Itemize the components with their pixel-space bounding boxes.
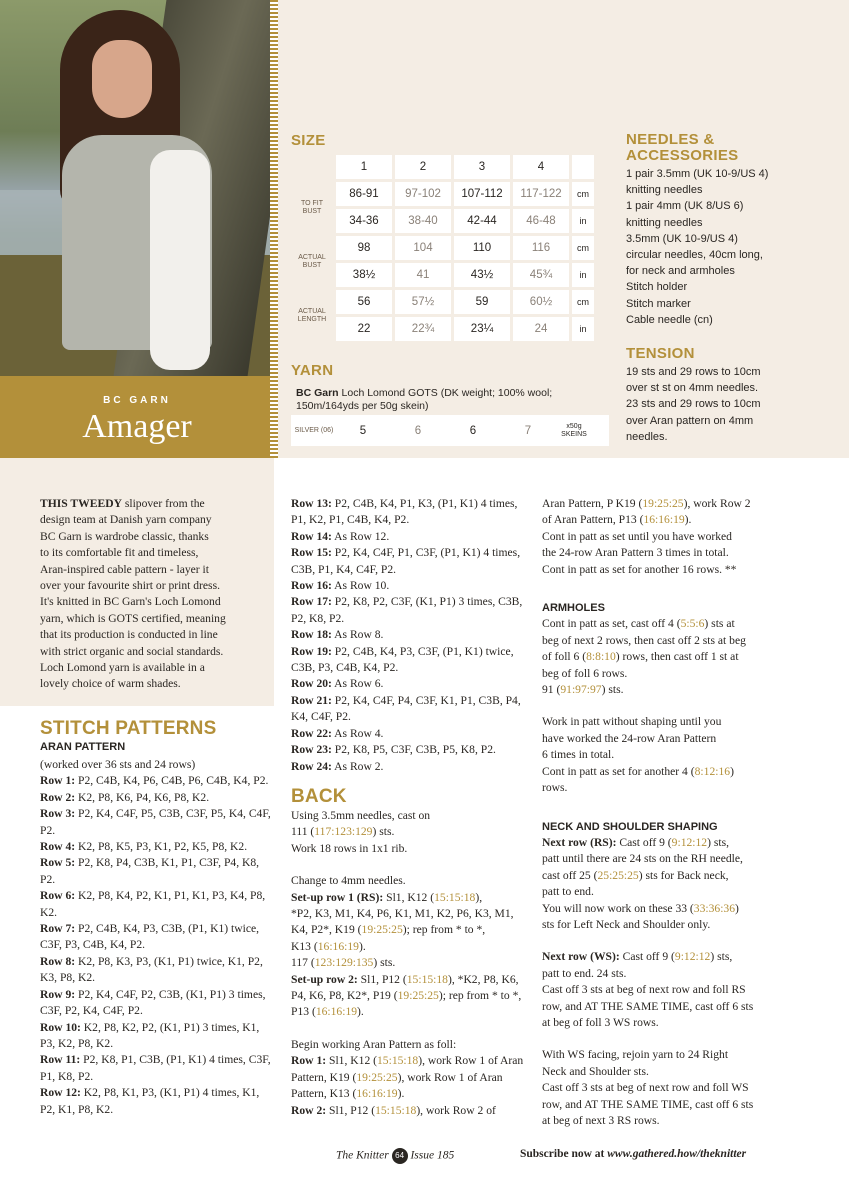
t: row, and AT THE SAME TIME, cast off 6 sts xyxy=(542,999,754,1013)
t: 16:16:19 xyxy=(315,1005,358,1019)
t: 33:36:36 xyxy=(693,901,736,915)
pattern-row xyxy=(291,726,523,742)
t: Row 2: xyxy=(291,1103,327,1117)
row-text: K2, P8, K6, P4, K6, P8, K2. xyxy=(75,790,210,804)
cell: 60½ xyxy=(513,290,569,314)
t: 19:25:25 xyxy=(356,1070,398,1084)
needle-item: 1 pair 3.5mm (UK 10-9/US 4) xyxy=(626,168,769,180)
yarn-amount: 6 xyxy=(392,419,444,443)
cell: 116 xyxy=(513,236,569,260)
t: Cont in patt as set until you have worked xyxy=(542,529,732,543)
back-line xyxy=(291,1103,525,1119)
row-text: P2, K8, P1, C3B, (P1, K1) 4 times, C3F, P1, K8, P2. xyxy=(40,1053,271,1083)
brand-label: BC GARN xyxy=(103,395,171,406)
pattern-row xyxy=(291,627,523,643)
yarn-box xyxy=(291,385,609,446)
back-line xyxy=(291,1053,525,1102)
cell: 98 xyxy=(336,236,392,260)
subscribe-text: Subscribe now at xyxy=(520,1148,608,1160)
size-table-wrap xyxy=(288,152,597,344)
t: 15:15:18 xyxy=(375,1103,417,1117)
cell: 107-112 xyxy=(454,182,510,206)
t: 117 ( xyxy=(291,956,315,970)
cell: 45¾ xyxy=(513,263,569,287)
pattern-row xyxy=(291,529,523,545)
row-key: Row 5: xyxy=(40,856,76,870)
cell: 41 xyxy=(395,263,451,287)
t: ), xyxy=(475,890,483,904)
cell: 97-102 xyxy=(395,182,451,206)
pattern-row xyxy=(40,790,276,806)
stitch-rows-1 xyxy=(40,757,276,1118)
row-text: As Row 6. xyxy=(331,677,384,691)
tension-heading: TENSION xyxy=(626,345,695,362)
cell: 24 xyxy=(513,317,569,341)
footer-subscribe xyxy=(520,1148,746,1160)
intro-line: that its production is conducted in line xyxy=(40,628,218,642)
t: at beg of next 3 RS rows. xyxy=(542,1114,660,1127)
pattern-row xyxy=(40,806,276,839)
intro-text xyxy=(40,496,270,693)
back-line: Using 3.5mm needles, cast on xyxy=(291,809,431,822)
t: beg of next 2 rows, then cast off 2 sts at beg xyxy=(542,633,746,647)
size-table xyxy=(288,152,597,344)
t: ), work Row 1 of Aran Pattern, K13 ( xyxy=(291,1070,503,1101)
cell: 86-91 xyxy=(336,182,392,206)
pattern-row xyxy=(291,676,523,692)
t: Cast off 9 ( xyxy=(616,835,672,849)
back-heading: BACK xyxy=(291,786,347,807)
pattern-row xyxy=(40,888,276,921)
pattern-row xyxy=(291,759,523,775)
t: Next row (WS): xyxy=(542,950,620,964)
pattern-row xyxy=(40,954,276,987)
pattern-row xyxy=(291,644,523,677)
row-text: P2, K8, P4, C3B, K1, P1, C3F, P4, K8, P2. xyxy=(40,856,260,886)
t: ) sts. xyxy=(372,825,395,839)
tension-line: 19 sts and 29 rows to 10cm xyxy=(626,366,761,378)
row-label: ACTUAL LENGTH xyxy=(297,307,327,323)
unit: cm xyxy=(572,182,594,206)
row-label: ACTUAL BUST xyxy=(298,253,326,269)
t: sts for Left Neck and Shoulder only. xyxy=(542,917,711,931)
pattern-row xyxy=(40,987,276,1020)
row-text: K2, P8, K1, P3, (K1, P1) 4 times, K1, P2, K1, P8, K2. xyxy=(40,1086,260,1116)
back-line: Change to 4mm needles. xyxy=(291,874,406,888)
t: Sl1, K12 ( xyxy=(326,1054,377,1068)
row-key: Row 21: xyxy=(291,693,332,707)
needles-heading: NEEDLES & ACCESSORIES xyxy=(626,131,739,164)
stitch-note: (worked over 36 sts and 24 rows) xyxy=(40,758,196,771)
row-key: Row 19: xyxy=(291,644,332,658)
size-heading: SIZE xyxy=(291,132,326,149)
yarn-heading: YARN xyxy=(291,362,334,379)
pattern-row xyxy=(40,1085,276,1118)
t: ) sts. xyxy=(601,683,624,697)
cell: 104 xyxy=(395,236,451,260)
row-key: Row 10: xyxy=(40,1020,81,1034)
back-line xyxy=(291,972,525,1021)
t: ). xyxy=(358,939,366,953)
row-key: Row 17: xyxy=(291,595,332,609)
row-key: Row 24: xyxy=(291,759,332,773)
t: ) xyxy=(730,764,734,778)
t: patt to end. 24 sts. xyxy=(542,966,627,980)
size-col-4: 4 xyxy=(513,155,569,179)
t: Cont in patt as set, cast off 4 ( xyxy=(542,617,681,631)
cell: 117-122 xyxy=(513,182,569,206)
t: 15:15:18 xyxy=(406,972,448,986)
t: 19:25:25 xyxy=(397,989,439,1003)
needle-item: Stitch marker xyxy=(626,297,691,310)
t: of foll 6 ( xyxy=(542,650,587,664)
t: 6 times in total. xyxy=(542,748,615,762)
intro-line: slipover from the xyxy=(121,497,205,510)
intro-line: Loch Lomond yarn is available in a xyxy=(40,661,205,675)
row-key: Row 7: xyxy=(40,922,76,936)
back-line: Work 18 rows in 1x1 rib. xyxy=(291,841,408,855)
pattern-row xyxy=(40,921,276,954)
row-key: Row 12: xyxy=(40,1086,81,1100)
needle-item: circular needles, 40cm long, xyxy=(626,249,763,262)
t: K13 ( xyxy=(291,939,318,953)
needle-item: for neck and armholes xyxy=(626,265,735,278)
size-col-2: 2 xyxy=(395,155,451,179)
yarn-amount: 7 xyxy=(502,419,554,443)
t: Set-up row 2: xyxy=(291,972,358,986)
t: ), work Row 1 of Aran Pattern, K19 ( xyxy=(291,1054,524,1084)
t: 16:16:19 xyxy=(317,939,359,953)
t: 117:123:129 xyxy=(314,825,373,839)
row-key: Row 6: xyxy=(40,889,76,903)
t: patt until there are 24 sts on the RH needle, xyxy=(542,852,743,866)
t: Next row (RS): xyxy=(542,835,617,849)
pattern-row xyxy=(40,839,276,855)
pattern-row xyxy=(40,773,276,789)
row-text: P2, C4B, K4, P6, C4B, P6, C4B, K4, P2. xyxy=(75,774,269,788)
row-text: As Row 2. xyxy=(331,759,384,773)
aran-heading: ARAN PATTERN xyxy=(40,741,126,753)
row-key: Row 2: xyxy=(40,790,76,804)
t: ), work Row 2 xyxy=(683,497,751,510)
row-key: Row 14: xyxy=(291,529,332,543)
t: the 24-row Aran Pattern 3 times in total. xyxy=(542,546,729,560)
row-text: P2, K4, C4F, P4, C3F, K1, P1, C3B, P4, K4, C4F, P2. xyxy=(291,693,521,724)
row-key: Row 3: xyxy=(40,807,76,821)
unit: cm xyxy=(572,290,594,314)
page-number: 64 xyxy=(392,1148,408,1164)
t: Aran Pattern, P K19 ( xyxy=(542,497,643,510)
intro-line: BC Garn is wardrobe classic, thanks xyxy=(40,529,209,543)
t: *P2, K3, M1, K4, P6, K1, M1, K2, P6, K3, M1, K4, P2*, K19 ( xyxy=(291,907,514,937)
row-text: As Row 4. xyxy=(331,726,384,740)
needles-list xyxy=(626,166,826,328)
tension-line: 23 sts and 29 rows to 10cm xyxy=(626,398,761,411)
t: 15:15:18 xyxy=(377,1054,419,1068)
t: 91:97:97 xyxy=(560,683,602,697)
t: ) sts, xyxy=(710,950,733,964)
yarn-amount: 5 xyxy=(337,419,389,443)
t: at beg of foll 3 WS rows. xyxy=(542,1015,659,1029)
row-text: As Row 10. xyxy=(331,579,390,593)
intro-line: design team at Danish yarn company xyxy=(40,513,212,527)
tension-line: over Aran pattern on 4mm xyxy=(626,414,754,427)
cell: 57½ xyxy=(395,290,451,314)
row-label: TO FIT BUST xyxy=(300,199,324,215)
t: ). xyxy=(397,1087,405,1101)
cell: 38½ xyxy=(336,263,392,287)
footer-magazine xyxy=(336,1148,454,1164)
t: rows. xyxy=(542,781,568,795)
cell: 56 xyxy=(336,290,392,314)
cell: 22 xyxy=(336,317,392,341)
back-line xyxy=(291,824,525,840)
tension-list xyxy=(626,364,826,445)
row-text: P2, C4B, K4, P1, K3, (P1, K1) 4 times, P1, K2, P1, C4B, K4, P2. xyxy=(291,497,518,527)
t: 5:5:6 xyxy=(680,617,705,631)
pattern-row xyxy=(40,1020,276,1053)
row-text: K2, P8, K5, P3, K1, P2, K5, P8, K2. xyxy=(75,840,248,854)
pattern-title: Amager xyxy=(82,408,192,445)
row-text: P2, K4, C4F, P5, C3B, C3F, P5, K4, C4F, P2. xyxy=(40,807,271,837)
t: Row 1: xyxy=(291,1054,327,1068)
intro-line: lovely choice of warm shades. xyxy=(40,677,181,691)
unit: cm xyxy=(572,236,594,260)
unit: in xyxy=(572,263,594,287)
pattern-row xyxy=(40,1052,276,1085)
issue-number: Issue 185 xyxy=(410,1149,455,1162)
yarn-amount: 6 xyxy=(447,419,499,443)
row-text: K2, P8, K2, P2, (K1, P1) 3 times, K1, P3, K2, P8, K2. xyxy=(40,1020,260,1050)
t: Cont in patt as set for another 16 rows. ** xyxy=(542,562,737,576)
t: 9:12:12 xyxy=(674,950,711,964)
tension-line: over st st on 4mm needles. xyxy=(626,382,759,395)
yarn-description xyxy=(291,385,609,415)
t: cast off 25 ( xyxy=(542,868,598,882)
needle-item: knitting needles xyxy=(626,184,703,197)
row-key: Row 16: xyxy=(291,579,332,593)
row-key: Row 9: xyxy=(40,987,76,1001)
row-key: Row 15: xyxy=(291,546,332,560)
cell: 110 xyxy=(454,236,510,260)
t: have worked the 24-row Aran Pattern xyxy=(542,731,717,745)
t: ). xyxy=(684,513,692,527)
t: 15:15:18 xyxy=(434,890,476,904)
row-text: P2, K4, C4F, P1, C3F, (P1, K1) 4 times, C3B, P1, K4, C4F, P2. xyxy=(291,546,521,576)
t: 111 ( xyxy=(291,825,315,839)
t: ) rows, then cast off 1 st at xyxy=(615,650,739,664)
pattern-row xyxy=(40,855,276,888)
t: Cont in patt as set for another 4 ( xyxy=(542,764,695,778)
row-text: K2, P8, K4, P2, K1, P1, K1, P3, K4, P8, K2. xyxy=(40,889,266,919)
t: 16:16:19 xyxy=(356,1087,398,1101)
row-text: P2, K8, P5, C3F, C3B, P5, K8, P2. xyxy=(331,743,496,757)
needle-item: 1 pair 4mm (UK 8/US 6) xyxy=(626,200,744,213)
t: ); rep from * to *, xyxy=(402,923,486,937)
back-line xyxy=(291,890,525,972)
armholes-heading: ARMHOLES xyxy=(542,602,605,615)
intro-lead: THIS TWEEDY xyxy=(40,497,122,510)
row-key: Row 18: xyxy=(291,628,332,642)
needle-item: 3.5mm (UK 10-9/US 4) xyxy=(626,232,738,245)
t: beg of foll 6 rows. xyxy=(542,666,628,680)
col3-text xyxy=(542,496,782,1129)
subscribe-link[interactable]: www.gathered.how/theknitter xyxy=(607,1148,747,1160)
t: 123:129:135 xyxy=(314,956,374,970)
t: Set-up row 1 (RS): xyxy=(291,890,384,904)
row-key: Row 20: xyxy=(291,677,332,691)
row-key: Row 13: xyxy=(291,497,332,510)
t: Neck and Shoulder sts. xyxy=(542,1064,649,1078)
t: ) sts, xyxy=(707,835,730,849)
pattern-row xyxy=(291,742,523,758)
stitch-rows-2 xyxy=(291,496,523,775)
size-col-1: 1 xyxy=(336,155,392,179)
back-text xyxy=(291,808,525,1119)
t: 19:25:25 xyxy=(361,923,403,937)
row-text: As Row 12. xyxy=(331,529,390,543)
t: 8:12:16 xyxy=(694,764,731,778)
t: Cast off 3 sts at beg of next row and foll WS xyxy=(542,1081,749,1095)
pattern-row xyxy=(291,545,523,578)
yarn-shade: SILVER (06) xyxy=(294,419,334,443)
intro-line: It's knitted in BC Garn's Loch Lomond xyxy=(40,595,221,609)
yarn-text: Loch Lomond GOTS (DK weight; 100% wool; 150m/164yds per 50g skein) xyxy=(296,387,553,412)
cell: 46-48 xyxy=(513,209,569,233)
row-text: P2, K4, C4F, P2, C3B, (K1, P1) 3 times, C3F, P2, K4, C4F, P2. xyxy=(40,987,266,1018)
t: Sl1, K12 ( xyxy=(383,890,435,904)
needle-item: knitting needles xyxy=(626,216,703,229)
t: patt to end. xyxy=(542,885,594,899)
t: ), *K2, P8, K6, P4, K6, P8, K2*, P19 ( xyxy=(291,972,519,1003)
intro-line: to its comfortable fit and timeless, xyxy=(40,546,199,560)
t: ). xyxy=(357,1005,364,1019)
row-text: As Row 8. xyxy=(331,628,384,642)
t: of Aran Pattern, P13 ( xyxy=(542,513,644,527)
row-key: Row 1: xyxy=(40,774,76,788)
t: Sl1, P12 ( xyxy=(357,972,407,986)
t: With WS facing, rejoin yarn to 24 Right xyxy=(542,1048,729,1062)
model-photo xyxy=(0,0,274,376)
pattern-row xyxy=(291,594,523,627)
pattern-row xyxy=(291,496,523,529)
t: ); rep from * to *, P13 ( xyxy=(291,989,522,1019)
neck-heading: NECK AND SHOULDER SHAPING xyxy=(542,820,718,833)
cell: 42-44 xyxy=(454,209,510,233)
row-key: Row 11: xyxy=(40,1053,81,1067)
t: 16:16:19 xyxy=(643,513,685,527)
cell: 43½ xyxy=(454,263,510,287)
yarn-brand: BC Garn xyxy=(296,387,339,399)
t: Cast off 9 ( xyxy=(619,950,675,964)
cell: 59 xyxy=(454,290,510,314)
yarn-table xyxy=(291,416,594,446)
row-key: Row 22: xyxy=(291,726,332,740)
pattern-row xyxy=(291,578,523,594)
t: You will now work on these 33 ( xyxy=(542,901,694,915)
t: ) sts at xyxy=(704,617,735,631)
row-text: P2, C4B, K4, P3, C3B, (P1, K1) twice, C3F, P3, C4B, K4, P2. xyxy=(40,922,260,952)
t: ) sts. xyxy=(373,956,396,970)
row-text: K2, P8, K3, P3, (K1, P1) twice, K1, P2, K3, P8, K2. xyxy=(40,954,263,985)
needle-item: Cable needle (cn) xyxy=(626,313,713,326)
t: ) sts for Back neck, xyxy=(638,868,729,882)
t: Cast off 3 sts at beg of next row and foll RS xyxy=(542,983,746,997)
t: 25:25:25 xyxy=(597,868,639,882)
tension-line: needles. xyxy=(626,430,668,443)
t: 9:12:12 xyxy=(671,835,708,849)
t: 19:25:25 xyxy=(642,497,684,510)
unit: in xyxy=(572,209,594,233)
intro-line: over your favourite shirt or print dress. xyxy=(40,579,220,593)
unit: in xyxy=(572,317,594,341)
row-key: Row 4: xyxy=(40,840,76,854)
intro-line: Aran-inspired cable pattern - layer it xyxy=(40,562,209,576)
needle-item: Stitch holder xyxy=(626,281,688,294)
row-key: Row 23: xyxy=(291,743,332,757)
stitch-heading: STITCH PATTERNS xyxy=(40,718,217,739)
t: ) xyxy=(735,901,739,915)
cell: 38-40 xyxy=(395,209,451,233)
row-text: P2, C4B, K4, P3, C3F, (P1, K1) twice, C3B, P3, C4B, K4, P2. xyxy=(291,644,514,675)
zigzag-divider xyxy=(270,0,278,458)
row-text: P2, K8, P2, C3F, (K1, P1) 3 times, C3B, P2, K8, P2. xyxy=(291,595,523,625)
t: row, and AT THE SAME TIME, cast off 6 sts xyxy=(542,1097,754,1111)
intro-line: yarn, which is GOTS certified, meaning xyxy=(40,611,226,625)
t: Work in patt without shaping until you xyxy=(542,715,722,729)
t: Sl1, P12 ( xyxy=(326,1103,376,1117)
back-line: Begin working Aran Pattern as foll: xyxy=(291,1037,457,1051)
magazine-name: The Knitter xyxy=(336,1149,389,1162)
cell: 34-36 xyxy=(336,209,392,233)
cell: 22¾ xyxy=(395,317,451,341)
yarn-unit: x50g SKEINS xyxy=(557,419,591,443)
intro-line: with strict organic and social standards. xyxy=(40,644,224,658)
t: 91 ( xyxy=(542,683,561,697)
cell: 23¼ xyxy=(454,317,510,341)
t: 8:8:10 xyxy=(586,650,616,664)
t: ), work Row 2 of xyxy=(416,1103,496,1117)
pattern-row xyxy=(291,693,523,726)
row-key: Row 8: xyxy=(40,954,76,968)
size-col-3: 3 xyxy=(454,155,510,179)
